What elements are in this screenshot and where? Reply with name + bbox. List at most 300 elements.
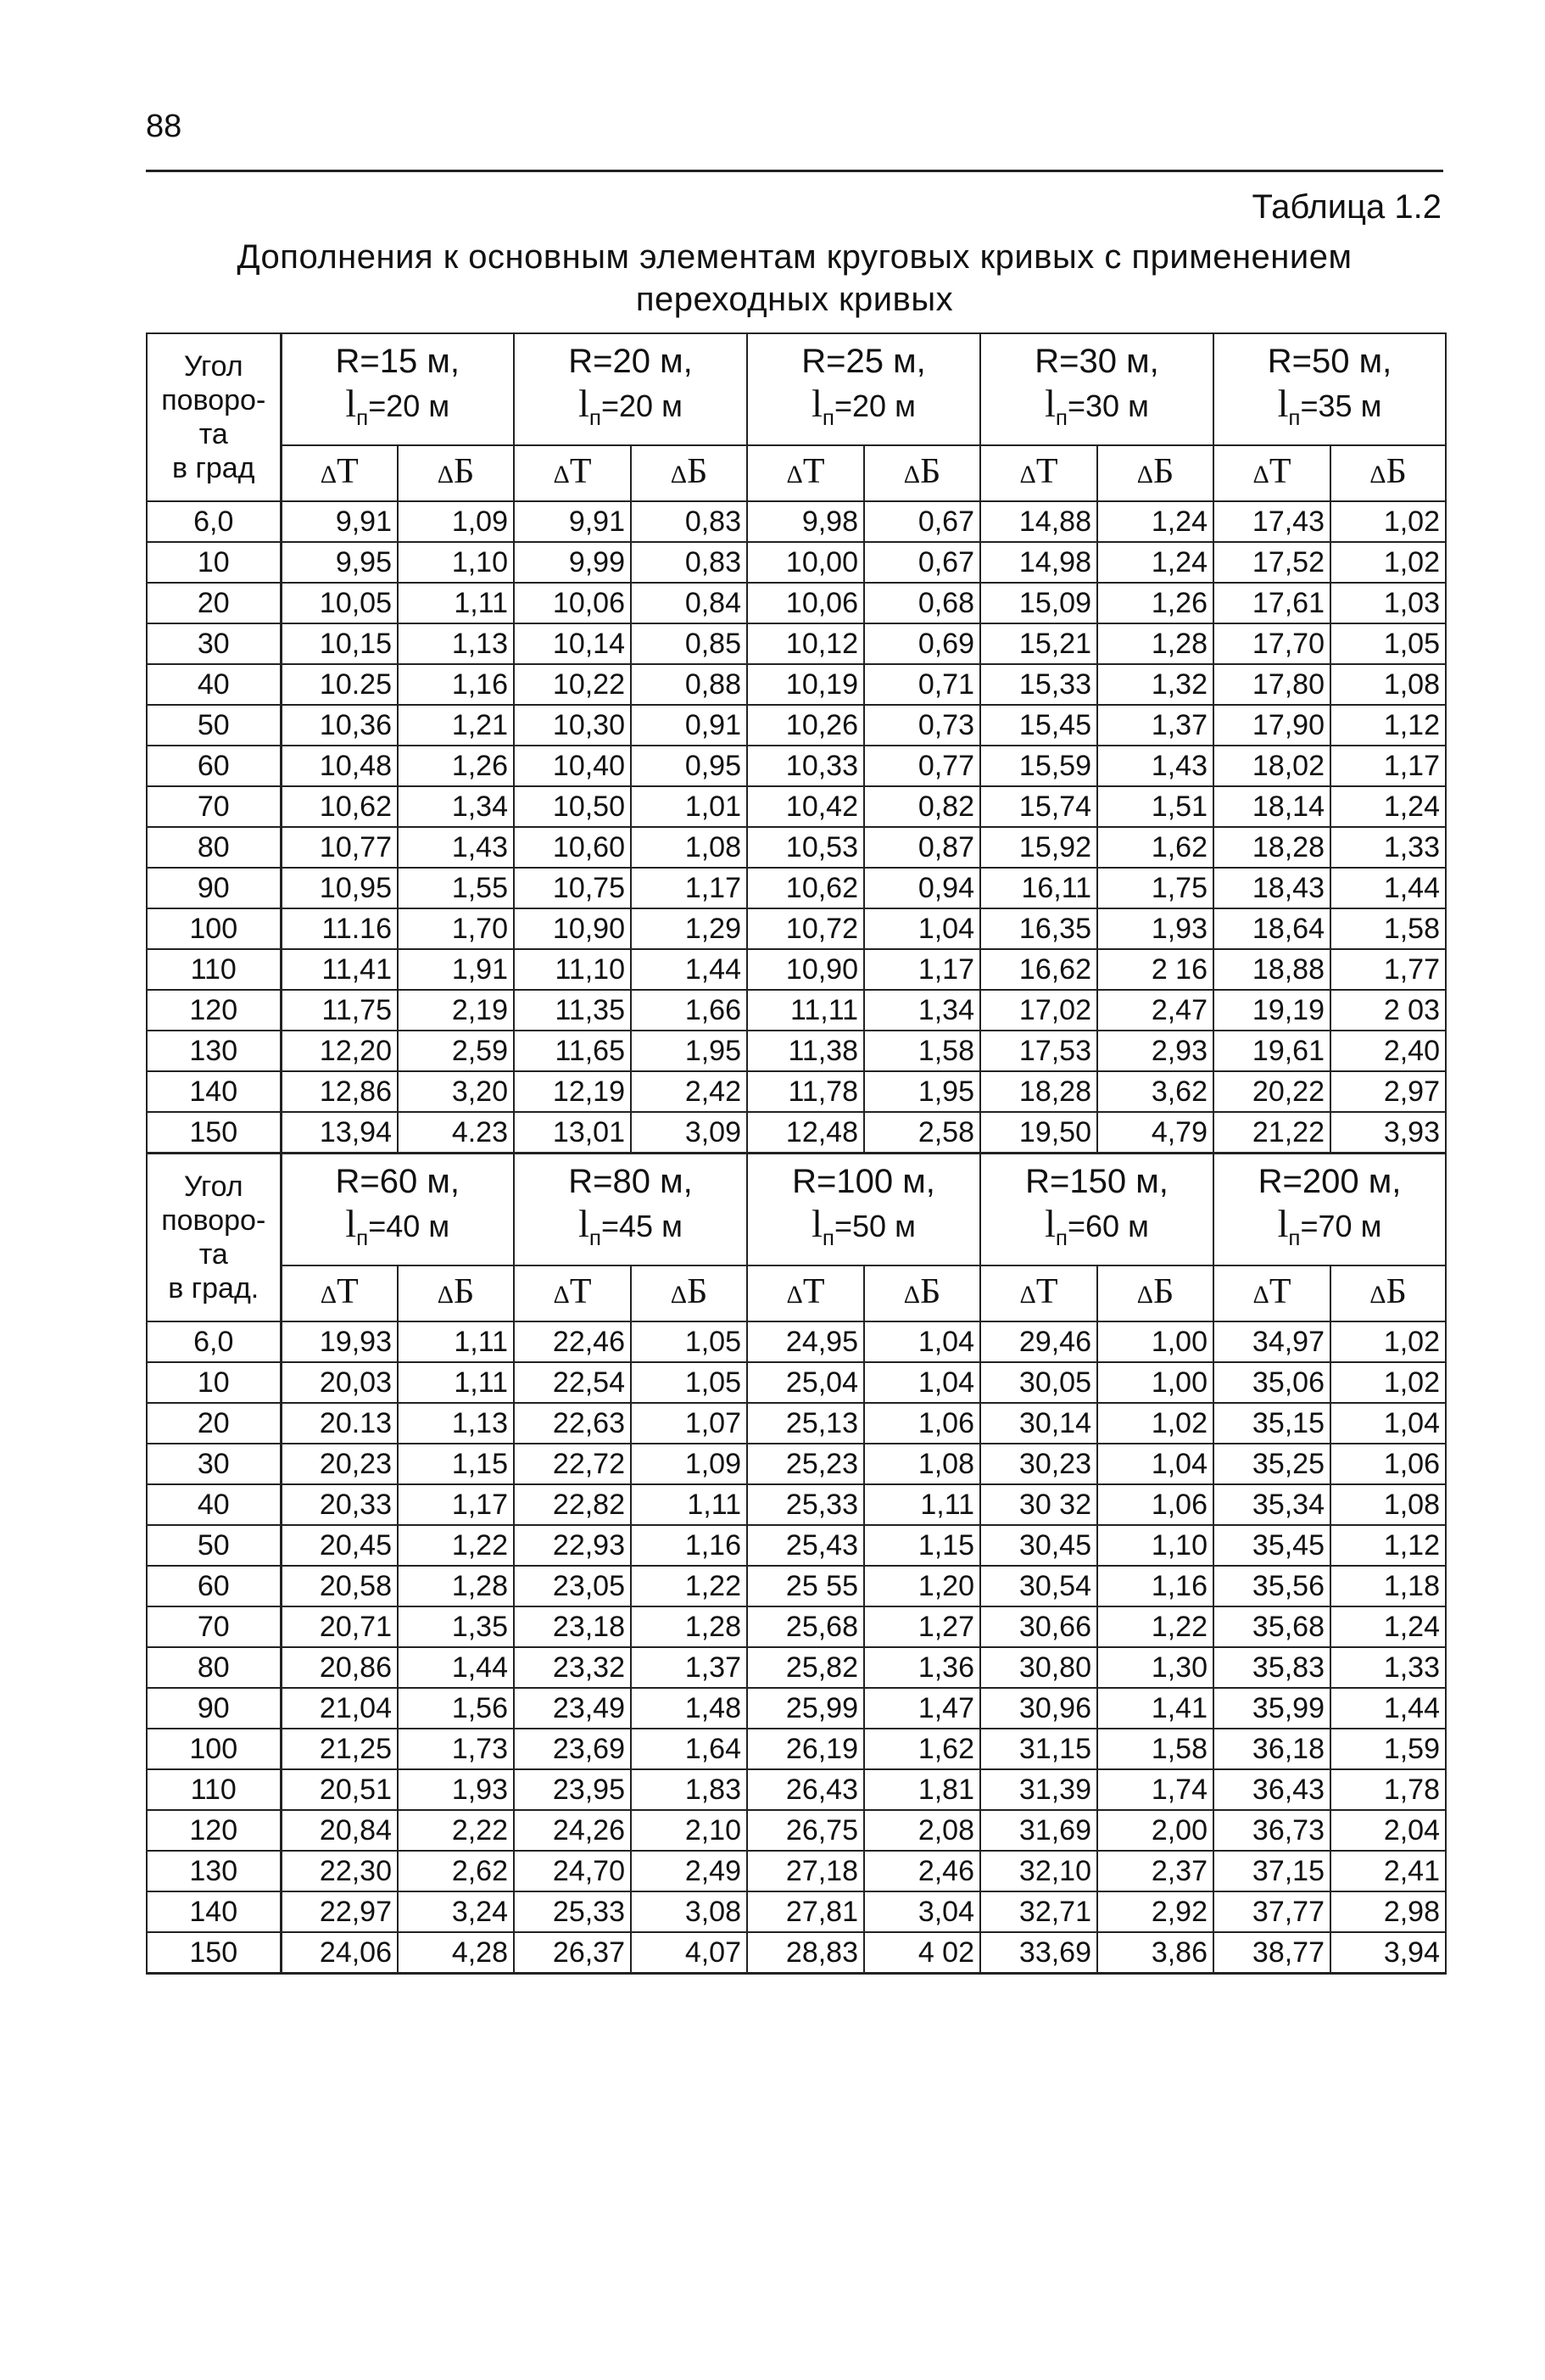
table-row: [147, 1403, 1446, 1444]
value-cell: 1,93: [1097, 908, 1213, 949]
delta-b-letter: Б: [687, 452, 708, 491]
value-cell: 1,11: [398, 1362, 514, 1403]
transition-length-label: [748, 383, 979, 439]
value-cell: 1,58: [1097, 1729, 1213, 1769]
table-row: [147, 1444, 1446, 1484]
radius-group-header: [980, 333, 1213, 445]
angle-cell: 140: [147, 1071, 281, 1112]
value-cell: 1,95: [631, 1031, 747, 1071]
radius-group-header: [514, 1154, 747, 1266]
value-cell: 25,33: [747, 1484, 864, 1525]
table-row: [147, 990, 1446, 1031]
l-subscript: п: [356, 405, 369, 430]
value-cell: 10,50: [514, 786, 631, 827]
value-cell: 30 32: [980, 1484, 1097, 1525]
value-cell: 19,50: [980, 1112, 1097, 1154]
radius-group-header: [747, 333, 980, 445]
value-cell: 30,54: [980, 1566, 1097, 1606]
value-cell: 10,14: [514, 623, 631, 664]
value-cell: 17,61: [1213, 583, 1330, 623]
value-cell: 10,06: [514, 583, 631, 623]
angle-cell: 100: [147, 908, 281, 949]
l-symbol: l: [1045, 1202, 1056, 1245]
table-row: [147, 705, 1446, 746]
value-cell: 1,55: [398, 868, 514, 908]
value-cell: 2,59: [398, 1031, 514, 1071]
value-cell: 1,00: [1097, 1321, 1213, 1362]
transition-length-label: [515, 383, 746, 439]
value-cell: 20,86: [281, 1647, 398, 1688]
l-symbol: l: [345, 382, 357, 425]
value-cell: 18,64: [1213, 908, 1330, 949]
delta-symbol: Δ: [320, 461, 337, 489]
delta-symbol: Δ: [320, 1281, 337, 1309]
angle-cell: 20: [147, 583, 281, 623]
value-cell: 35,56: [1213, 1566, 1330, 1606]
delta-t-header: [980, 445, 1097, 501]
value-cell: 1,81: [864, 1769, 980, 1810]
transition-length-value: =30 м: [1068, 388, 1149, 423]
value-cell: 10.25: [281, 664, 398, 705]
value-cell: 1,33: [1330, 1647, 1446, 1688]
transition-length-value: =20 м: [834, 388, 916, 423]
radius-label: R=20 м,: [568, 343, 693, 380]
delta-symbol: Δ: [786, 1281, 803, 1309]
value-cell: 20.13: [281, 1403, 398, 1444]
table-row: [147, 1606, 1446, 1647]
radius-group-header: [1213, 1154, 1446, 1266]
value-cell: 1,24: [1097, 501, 1213, 542]
value-cell: 24,26: [514, 1810, 631, 1851]
value-cell: 36,43: [1213, 1769, 1330, 1810]
angle-cell: 60: [147, 746, 281, 786]
value-cell: 10,62: [747, 868, 864, 908]
value-cell: 16,62: [980, 949, 1097, 990]
value-cell: 26,19: [747, 1729, 864, 1769]
value-cell: 1,95: [864, 1071, 980, 1112]
angle-cell: 50: [147, 705, 281, 746]
transition-length-value: =20 м: [601, 388, 683, 423]
value-cell: 1,83: [631, 1769, 747, 1810]
angle-header-line: та: [198, 1238, 228, 1271]
value-cell: 1,04: [864, 1362, 980, 1403]
radius-label: R=100 м,: [792, 1163, 935, 1200]
value-cell: 10,90: [514, 908, 631, 949]
angle-cell: 70: [147, 786, 281, 827]
table-title: [146, 236, 1443, 321]
value-cell: 1,64: [631, 1729, 747, 1769]
angle-cell: 110: [147, 949, 281, 990]
value-cell: 17,80: [1213, 664, 1330, 705]
angle-cell: 10: [147, 542, 281, 583]
value-cell: 22,82: [514, 1484, 631, 1525]
delta-symbol: Δ: [670, 461, 688, 489]
delta-t-letter: T: [1035, 1272, 1058, 1311]
value-cell: 1,02: [1330, 1321, 1446, 1362]
delta-t-header: [980, 1265, 1097, 1321]
value-cell: 10,30: [514, 705, 631, 746]
angle-cell: 130: [147, 1851, 281, 1891]
value-cell: 1,15: [398, 1444, 514, 1484]
table-row: [147, 1071, 1446, 1112]
value-cell: 1,93: [398, 1769, 514, 1810]
value-cell: 1,17: [1330, 746, 1446, 786]
value-cell: 1,43: [1097, 746, 1213, 786]
value-cell: 1,26: [398, 746, 514, 786]
value-cell: 31,69: [980, 1810, 1097, 1851]
table-row: [147, 542, 1446, 583]
value-cell: 26,43: [747, 1769, 864, 1810]
value-cell: 30,05: [980, 1362, 1097, 1403]
table-row: [147, 1769, 1446, 1810]
value-cell: 1,12: [1330, 1525, 1446, 1566]
value-cell: 13,01: [514, 1112, 631, 1154]
value-cell: 1,24: [1097, 542, 1213, 583]
transition-length-label: [1214, 383, 1445, 439]
value-cell: 0,68: [864, 583, 980, 623]
value-cell: 1,08: [1330, 1484, 1446, 1525]
value-cell: 1,16: [398, 664, 514, 705]
value-cell: 25,04: [747, 1362, 864, 1403]
value-cell: 0,83: [631, 501, 747, 542]
angle-header-cell: [147, 1154, 281, 1322]
value-cell: 1,01: [631, 786, 747, 827]
delta-t-header: [514, 445, 631, 501]
transition-length-value: =20 м: [368, 388, 450, 423]
table-row: [147, 1362, 1446, 1403]
value-cell: 2,62: [398, 1851, 514, 1891]
delta-t-letter: T: [569, 452, 592, 491]
value-cell: 31,15: [980, 1729, 1097, 1769]
value-cell: 1,48: [631, 1688, 747, 1729]
delta-symbol: Δ: [903, 1281, 921, 1309]
value-cell: 1,06: [864, 1403, 980, 1444]
delta-t-header: [747, 445, 864, 501]
l-subscript: п: [822, 1225, 835, 1250]
subheader-row: [147, 445, 1446, 501]
value-cell: 2,40: [1330, 1031, 1446, 1071]
value-cell: 1,24: [1330, 786, 1446, 827]
delta-t-letter: T: [1269, 452, 1291, 491]
delta-b-header: [1330, 445, 1446, 501]
angle-header-line: поворо-: [161, 384, 266, 416]
value-cell: 36,73: [1213, 1810, 1330, 1851]
angle-header-line: в град.: [168, 1272, 259, 1305]
value-cell: 25,23: [747, 1444, 864, 1484]
value-cell: 1,44: [1330, 1688, 1446, 1729]
delta-t-letter: T: [337, 452, 359, 491]
value-cell: 35,45: [1213, 1525, 1330, 1566]
value-cell: 1,17: [864, 949, 980, 990]
value-cell: 17,52: [1213, 542, 1330, 583]
value-cell: 2,22: [398, 1810, 514, 1851]
value-cell: 1,91: [398, 949, 514, 990]
value-cell: 35,83: [1213, 1647, 1330, 1688]
transition-length-label: [282, 383, 514, 439]
value-cell: 1,13: [398, 1403, 514, 1444]
value-cell: 9,95: [281, 542, 398, 583]
value-cell: 3,08: [631, 1891, 747, 1932]
angle-header-line: та: [198, 418, 228, 450]
value-cell: 17,43: [1213, 501, 1330, 542]
value-cell: 30,23: [980, 1444, 1097, 1484]
delta-t-header: [281, 445, 398, 501]
delta-symbol: Δ: [1369, 461, 1386, 489]
value-cell: 1,10: [398, 542, 514, 583]
angle-header-line: Угол: [183, 1170, 243, 1203]
value-cell: 15,59: [980, 746, 1097, 786]
value-cell: 1,00: [1097, 1362, 1213, 1403]
value-cell: 3,04: [864, 1891, 980, 1932]
value-cell: 1,13: [398, 623, 514, 664]
value-cell: 35,34: [1213, 1484, 1330, 1525]
value-cell: 38,77: [1213, 1932, 1330, 1974]
value-cell: 20,84: [281, 1810, 398, 1851]
delta-symbol: Δ: [1369, 1281, 1386, 1309]
value-cell: 22,30: [281, 1851, 398, 1891]
value-cell: 25,82: [747, 1647, 864, 1688]
l-subscript: п: [1288, 1225, 1301, 1250]
l-subscript: п: [822, 405, 835, 430]
value-cell: 0,95: [631, 746, 747, 786]
table-row: [147, 1525, 1446, 1566]
value-cell: 1,11: [398, 583, 514, 623]
value-cell: 19,19: [1213, 990, 1330, 1031]
value-cell: 1,05: [631, 1362, 747, 1403]
l-subscript: п: [1055, 405, 1068, 430]
value-cell: 21,22: [1213, 1112, 1330, 1154]
value-cell: 1,62: [864, 1729, 980, 1769]
header-row: [147, 333, 1446, 445]
delta-symbol: Δ: [553, 461, 570, 489]
value-cell: 1,70: [398, 908, 514, 949]
value-cell: 11,75: [281, 990, 398, 1031]
value-cell: 1,07: [631, 1403, 747, 1444]
delta-symbol: Δ: [1252, 461, 1269, 489]
delta-symbol: Δ: [786, 461, 803, 489]
value-cell: 10,00: [747, 542, 864, 583]
l-symbol: l: [1277, 382, 1289, 425]
value-cell: 1,51: [1097, 786, 1213, 827]
delta-symbol: Δ: [437, 1281, 455, 1309]
value-cell: 1,22: [631, 1566, 747, 1606]
value-cell: 2,04: [1330, 1810, 1446, 1851]
delta-b-letter: Б: [1153, 452, 1174, 491]
value-cell: 12,86: [281, 1071, 398, 1112]
value-cell: 1,44: [1330, 868, 1446, 908]
value-cell: 1,08: [1330, 664, 1446, 705]
value-cell: 27,18: [747, 1851, 864, 1891]
value-cell: 10,26: [747, 705, 864, 746]
value-cell: 3,93: [1330, 1112, 1446, 1154]
delta-b-header: [398, 1265, 514, 1321]
angle-cell: 40: [147, 1484, 281, 1525]
value-cell: 21,04: [281, 1688, 398, 1729]
table-row: [147, 1566, 1446, 1606]
angle-cell: 100: [147, 1729, 281, 1769]
transition-length-value: =35 м: [1300, 388, 1382, 423]
l-symbol: l: [1045, 382, 1056, 425]
value-cell: 1,28: [398, 1566, 514, 1606]
value-cell: 10,36: [281, 705, 398, 746]
value-cell: 1,47: [864, 1688, 980, 1729]
delta-b-header: [398, 445, 514, 501]
delta-b-header: [864, 445, 980, 501]
angle-header-line: поворо-: [161, 1204, 266, 1237]
value-cell: 11,35: [514, 990, 631, 1031]
value-cell: 1,22: [398, 1525, 514, 1566]
value-cell: 1,37: [1097, 705, 1213, 746]
value-cell: 1,02: [1330, 501, 1446, 542]
delta-t-letter: T: [802, 452, 825, 491]
delta-t-header: [1213, 1265, 1330, 1321]
radius-label: R=150 м,: [1025, 1163, 1169, 1200]
delta-t-letter: T: [569, 1272, 592, 1311]
value-cell: 15,09: [980, 583, 1097, 623]
delta-b-header: [1330, 1265, 1446, 1321]
value-cell: 1,29: [631, 908, 747, 949]
value-cell: 20,58: [281, 1566, 398, 1606]
value-cell: 11,78: [747, 1071, 864, 1112]
angle-cell: 80: [147, 1647, 281, 1688]
value-cell: 10,62: [281, 786, 398, 827]
radius-group-header: [1213, 333, 1446, 445]
value-cell: 1,16: [1097, 1566, 1213, 1606]
value-cell: 1,28: [1097, 623, 1213, 664]
value-cell: 19,93: [281, 1321, 398, 1362]
value-cell: 1,03: [1330, 583, 1446, 623]
value-cell: 20,33: [281, 1484, 398, 1525]
value-cell: 2,93: [1097, 1031, 1213, 1071]
table-row: [147, 1810, 1446, 1851]
value-cell: 0,85: [631, 623, 747, 664]
value-cell: 2,47: [1097, 990, 1213, 1031]
table-row: [147, 664, 1446, 705]
table-row: [147, 746, 1446, 786]
value-cell: 26,75: [747, 1810, 864, 1851]
value-cell: 25,33: [514, 1891, 631, 1932]
value-cell: 0,77: [864, 746, 980, 786]
delta-b-letter: Б: [1386, 1272, 1407, 1311]
header-row: [147, 1154, 1446, 1266]
value-cell: 12,19: [514, 1071, 631, 1112]
radius-label: R=60 м,: [335, 1163, 460, 1200]
value-cell: 1,22: [1097, 1606, 1213, 1647]
delta-symbol: Δ: [670, 1281, 688, 1309]
value-cell: 1,62: [1097, 827, 1213, 868]
value-cell: 11.16: [281, 908, 398, 949]
value-cell: 15,21: [980, 623, 1097, 664]
value-cell: 0,82: [864, 786, 980, 827]
value-cell: 16,11: [980, 868, 1097, 908]
value-cell: 18,02: [1213, 746, 1330, 786]
value-cell: 32,10: [980, 1851, 1097, 1891]
radius-label: R=30 м,: [1035, 343, 1159, 380]
delta-symbol: Δ: [437, 461, 455, 489]
value-cell: 1,34: [398, 786, 514, 827]
l-subscript: п: [1288, 405, 1301, 430]
value-cell: 10,72: [747, 908, 864, 949]
value-cell: 1,59: [1330, 1729, 1446, 1769]
value-cell: 21,25: [281, 1729, 398, 1769]
l-symbol: l: [578, 382, 589, 425]
delta-t-header: [1213, 445, 1330, 501]
value-cell: 10,40: [514, 746, 631, 786]
angle-cell: 30: [147, 623, 281, 664]
delta-b-letter: Б: [1153, 1272, 1174, 1311]
l-symbol: l: [812, 382, 823, 425]
angle-cell: 120: [147, 1810, 281, 1851]
value-cell: 10,53: [747, 827, 864, 868]
value-cell: 9,91: [514, 501, 631, 542]
value-cell: 2,08: [864, 1810, 980, 1851]
radius-label: R=15 м,: [335, 343, 460, 380]
value-cell: 20,23: [281, 1444, 398, 1484]
value-cell: 25,43: [747, 1525, 864, 1566]
value-cell: 2,41: [1330, 1851, 1446, 1891]
value-cell: 10,19: [747, 664, 864, 705]
delta-symbol: Δ: [1136, 461, 1154, 489]
value-cell: 3,20: [398, 1071, 514, 1112]
transition-length-label: [515, 1203, 746, 1259]
value-cell: 1,04: [864, 908, 980, 949]
table-row: [147, 1932, 1446, 1974]
value-cell: 2,92: [1097, 1891, 1213, 1932]
value-cell: 1,08: [631, 827, 747, 868]
l-symbol: l: [812, 1202, 823, 1245]
value-cell: 1,37: [631, 1647, 747, 1688]
value-cell: 0,71: [864, 664, 980, 705]
value-cell: 15,45: [980, 705, 1097, 746]
page-number: 88: [146, 109, 182, 144]
value-cell: 1,35: [398, 1606, 514, 1647]
value-cell: 1,66: [631, 990, 747, 1031]
value-cell: 1,04: [1097, 1444, 1213, 1484]
transition-length-value: =40 м: [368, 1209, 450, 1243]
radius-group-header: [281, 333, 514, 445]
value-cell: 35,15: [1213, 1403, 1330, 1444]
value-cell: 0,84: [631, 583, 747, 623]
value-cell: 1,34: [864, 990, 980, 1031]
angle-cell: 40: [147, 664, 281, 705]
value-cell: 9,91: [281, 501, 398, 542]
value-cell: 1,58: [1330, 908, 1446, 949]
value-cell: 30,96: [980, 1688, 1097, 1729]
value-cell: 2,00: [1097, 1810, 1213, 1851]
value-cell: 1,05: [631, 1321, 747, 1362]
value-cell: 0,67: [864, 501, 980, 542]
table-caption: Таблица 1.2: [1252, 188, 1442, 226]
value-cell: 20,22: [1213, 1071, 1330, 1112]
value-cell: 2,46: [864, 1851, 980, 1891]
value-cell: 20,51: [281, 1769, 398, 1810]
value-cell: 33,69: [980, 1932, 1097, 1974]
l-subscript: п: [1055, 1225, 1068, 1250]
angle-cell: 70: [147, 1606, 281, 1647]
value-cell: 1,08: [864, 1444, 980, 1484]
value-cell: 3,24: [398, 1891, 514, 1932]
value-cell: 22,97: [281, 1891, 398, 1932]
value-cell: 1,73: [398, 1729, 514, 1769]
value-cell: 32,71: [980, 1891, 1097, 1932]
table-row: [147, 908, 1446, 949]
angle-cell: 6,0: [147, 501, 281, 542]
transition-length-label: [1214, 1203, 1445, 1259]
value-cell: 16,35: [980, 908, 1097, 949]
value-cell: 23,69: [514, 1729, 631, 1769]
value-cell: 1,04: [1330, 1403, 1446, 1444]
value-cell: 1,44: [398, 1647, 514, 1688]
